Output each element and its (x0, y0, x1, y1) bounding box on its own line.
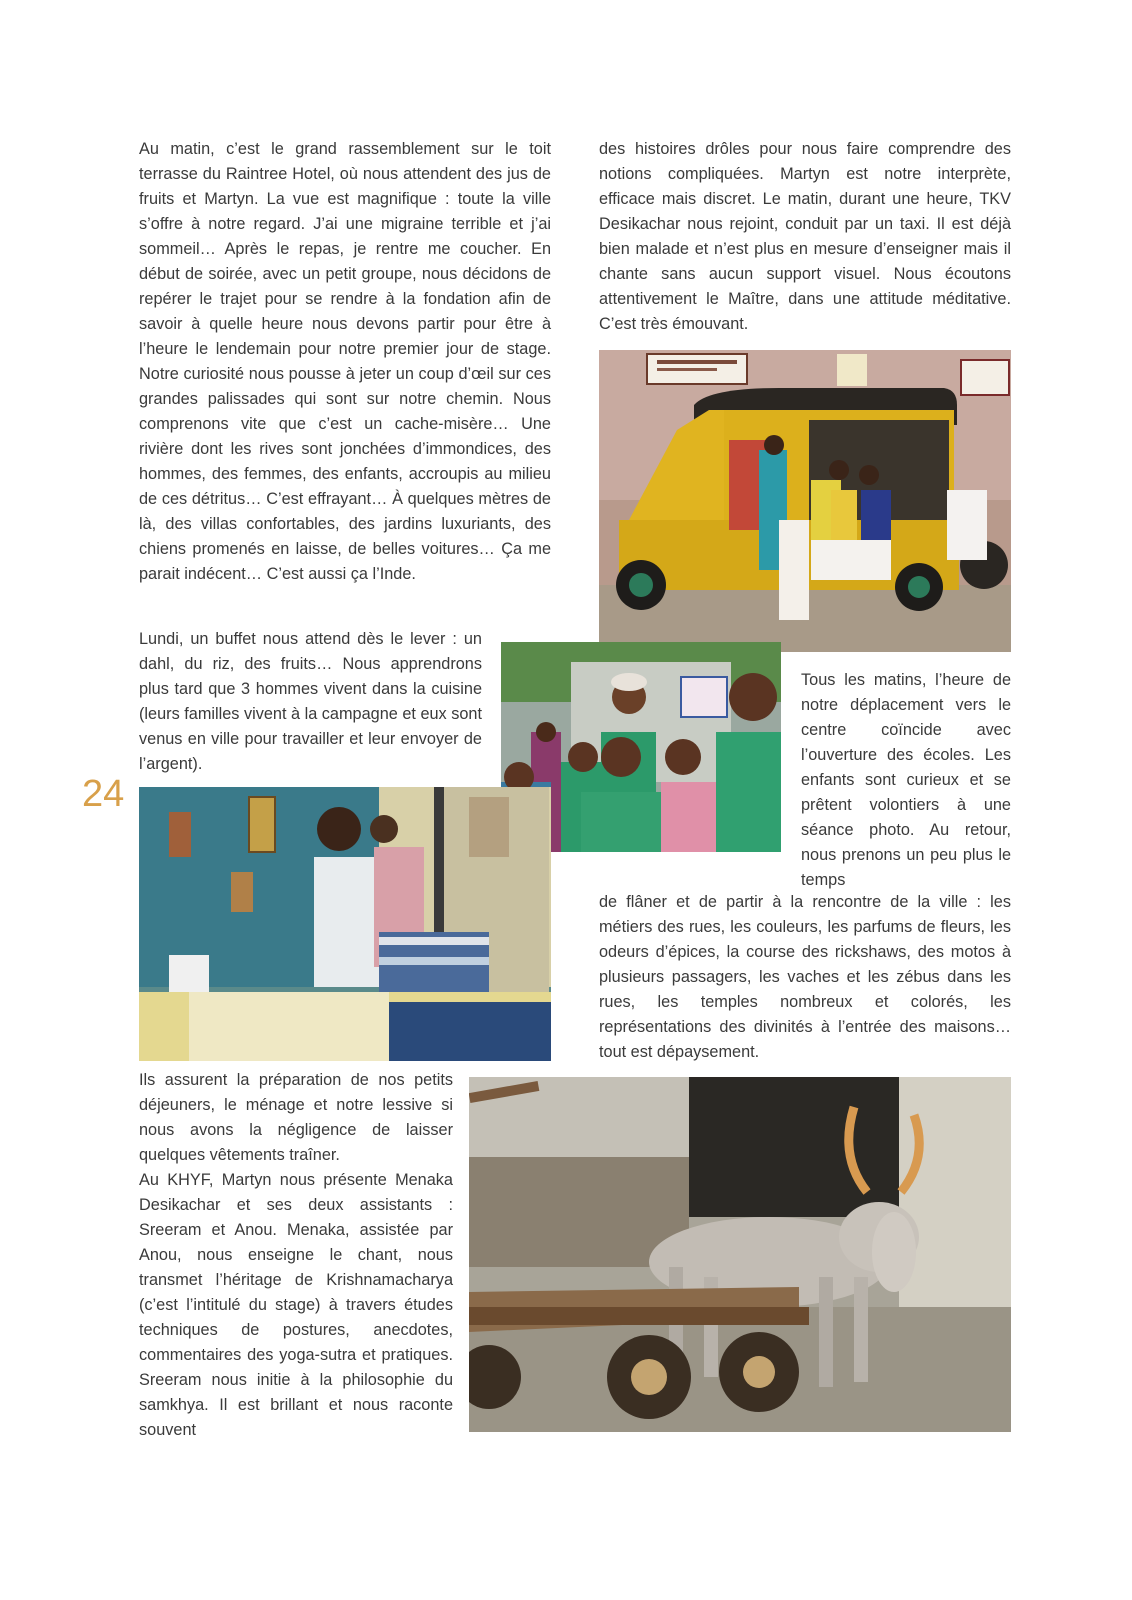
paragraph: de flâner et de partir à la rencontre de la ville : les métiers des rues, les couleurs, les parfums de fleurs, les odeurs d’épices, la course des rickshaws, des motos à plusieurs passagers, les vaches et les zébus dans les rues, les temples nombreux et colorés, les représentations des divinités à l’entrée des maisons… tout est dépaysement. (599, 893, 1011, 1061)
photo-rickshaw-schoolchildren (599, 350, 1011, 652)
text-block-morning (139, 137, 551, 587)
paragraph: Tous les matins, l’heure de notre déplacement vers le centre coïncide avec l’ouverture des écoles. Les enfants sont curieux et se prêtent volontiers à une séance photo. Au retour, nous prenons un peu plus le temps (801, 671, 1011, 889)
text-block-khyf (139, 1068, 453, 1443)
paragraph: Lundi, un buffet nous attend dès le lever : un dahl, du riz, des fruits… Nous apprendrons plus tard que 3 hommes vivent dans la cuisine (leurs familles vivent à la campagne et eux sont venus en ville pour travailler et leur envoyer de l’argent). (139, 630, 482, 773)
paragraph: des histoires drôles pour nous faire comprendre des notions compliquées. Martyn est notre interprète, efficace mais discret. Le matin, durant une heure, TKV Desikachar nous rejoint, conduit par un taxi. Il est déjà bien malade et n’est plus en mesure d’enseigner mais il chante sans aucun support visuel. Nous écoutons attentivement le Maître, dans une attitude méditative. C’est très émouvant. (599, 140, 1011, 333)
text-block-matins (801, 668, 1011, 893)
text-block-desikachar (599, 137, 1011, 337)
text-block-flaner (599, 890, 1011, 1065)
photo-street-ironing-vendor (139, 787, 551, 1061)
page-number: 24 (82, 773, 125, 815)
paragraph: Au matin, c’est le grand rassemblement sur le toit terrasse du Raintree Hotel, où nous attendent des jus de fruits et Martyn. La vue est magnifique : toute la ville s’offre à notre regard. J’ai une migraine terrible et j’ai sommeil… Après le repas, je rentre me coucher. En début de soirée, avec un petit groupe, nous décidons de repérer le trajet pour se rendre à la fondation afin de savoir à quelle heure nous devons partir pour être à l’heure le lendemain pour notre premier jour de stage. Notre curiosité nous pousse à jeter un coup d’œil sur ces grandes palissades qui sont sur notre chemin. Nous comprenons vite que c’est un cache-misère… Une rivière dont les rives sont jonchées d’immondices, des hommes, des femmes, des enfants, accroupis au milieu de ces détritus… C’est effrayant… À quelques mètres de là, des villas confortables, des jardins luxuriants, des chiens promenés en laisse, de belles voitures… Ça me parait indécent… C’est aussi ça l’Inde. (139, 140, 551, 583)
paragraph: Ils assurent la préparation de nos petits déjeuners, le ménage et notre lessive si nous avons la négligence de laisser quelques vêtements traîner. (139, 1071, 453, 1164)
paragraph: Au KHYF, Martyn nous présente Menaka Desikachar et ses deux assistants : Sreeram et Anou. Menaka, assistée par Anou, nous enseigne le chant, nous transmet l’héritage de Krishnamacharya (c’est l’intitulé du stage) à travers études techniques de postures, anecdotes, commentaires des yoga-sutra et pratiques. Sreeram nous initie à la philosophie du samkhya. Il est brillant et nous raconte souvent (139, 1171, 453, 1439)
text-block-lundi (139, 627, 482, 777)
photo-zebu-and-cart (469, 1077, 1011, 1432)
